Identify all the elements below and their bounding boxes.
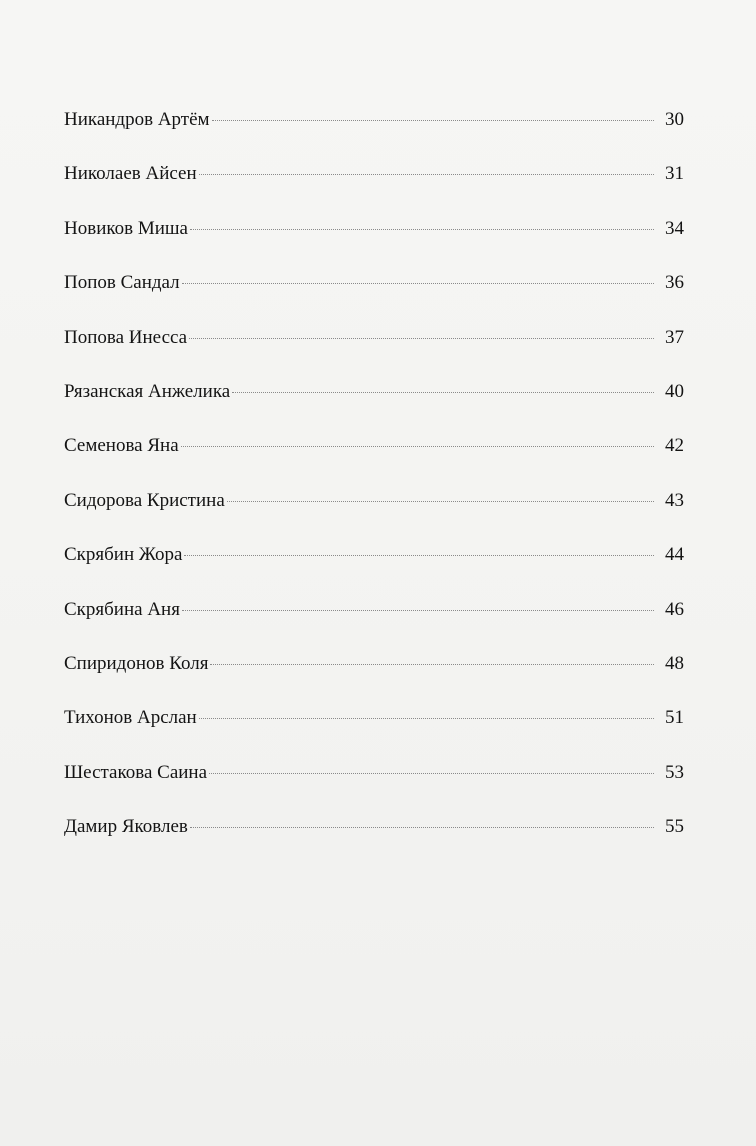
toc-entry-page: 43 (665, 489, 684, 511)
toc-entry (64, 811, 684, 865)
toc-entry-page: 42 (665, 435, 684, 457)
toc-entry-name: Спиридонов Коля (64, 652, 209, 674)
toc-entry-name: Скрябин Жора (64, 544, 183, 566)
toc-entry-page: 34 (665, 217, 684, 239)
toc-entry-page: 40 (665, 380, 684, 402)
toc-entry-name: Попов Сандал (64, 272, 180, 294)
toc-entry-name: Рязанская Анжелика (64, 380, 231, 402)
toc-entry-name: Попова Инесса (64, 326, 188, 348)
table-of-contents (64, 104, 684, 865)
toc-entry (64, 213, 684, 267)
toc-entry-name: Никандров Артём (64, 109, 210, 130)
toc-entry-page: 36 (665, 272, 684, 294)
toc-entry-name: Николаев Айсен (64, 163, 197, 185)
toc-entry-name: Тихонов Арслан (64, 707, 197, 729)
toc-entry-page: 46 (665, 598, 684, 620)
dot-leader (182, 610, 654, 611)
dot-leader (209, 773, 654, 774)
dot-leader (190, 229, 654, 230)
dot-leader (232, 392, 654, 393)
toc-entry-name: Новиков Миша (64, 217, 188, 239)
dot-leader (199, 718, 654, 719)
toc-entry (64, 757, 684, 811)
dot-leader (182, 283, 654, 284)
dot-leader (190, 827, 654, 828)
toc-entry-page: 30 (665, 109, 684, 130)
toc-entry (64, 158, 684, 212)
toc-entry (64, 485, 684, 539)
dot-leader (210, 664, 654, 665)
toc-entry-name: Дамир Яковлев (64, 816, 188, 838)
toc-entry (64, 376, 684, 430)
toc-entry (64, 648, 684, 702)
toc-entry (64, 322, 684, 376)
toc-entry-page: 55 (665, 816, 684, 838)
dot-leader (212, 120, 654, 121)
toc-entry-name: Семенова Яна (64, 435, 179, 457)
toc-entry-name: Сидорова Кристина (64, 489, 225, 511)
dot-leader (181, 446, 654, 447)
dot-leader (189, 338, 654, 339)
dot-leader (227, 501, 654, 502)
toc-entry-page: 37 (665, 326, 684, 348)
toc-entry (64, 104, 684, 158)
toc-entry (64, 267, 684, 321)
toc-entry (64, 702, 684, 756)
toc-entry (64, 430, 684, 484)
dot-leader (199, 174, 654, 175)
toc-entry (64, 539, 684, 593)
toc-entry-page: 48 (665, 652, 684, 674)
toc-entry-name: Шестакова Саина (64, 761, 208, 783)
toc-entry-page: 44 (665, 544, 684, 566)
dot-leader (184, 555, 654, 556)
toc-entry-page: 53 (665, 761, 684, 783)
toc-entry-name: Скрябина Аня (64, 598, 180, 620)
toc-entry (64, 594, 684, 648)
toc-entry-page: 51 (665, 707, 684, 729)
toc-entry-page: 31 (665, 163, 684, 185)
